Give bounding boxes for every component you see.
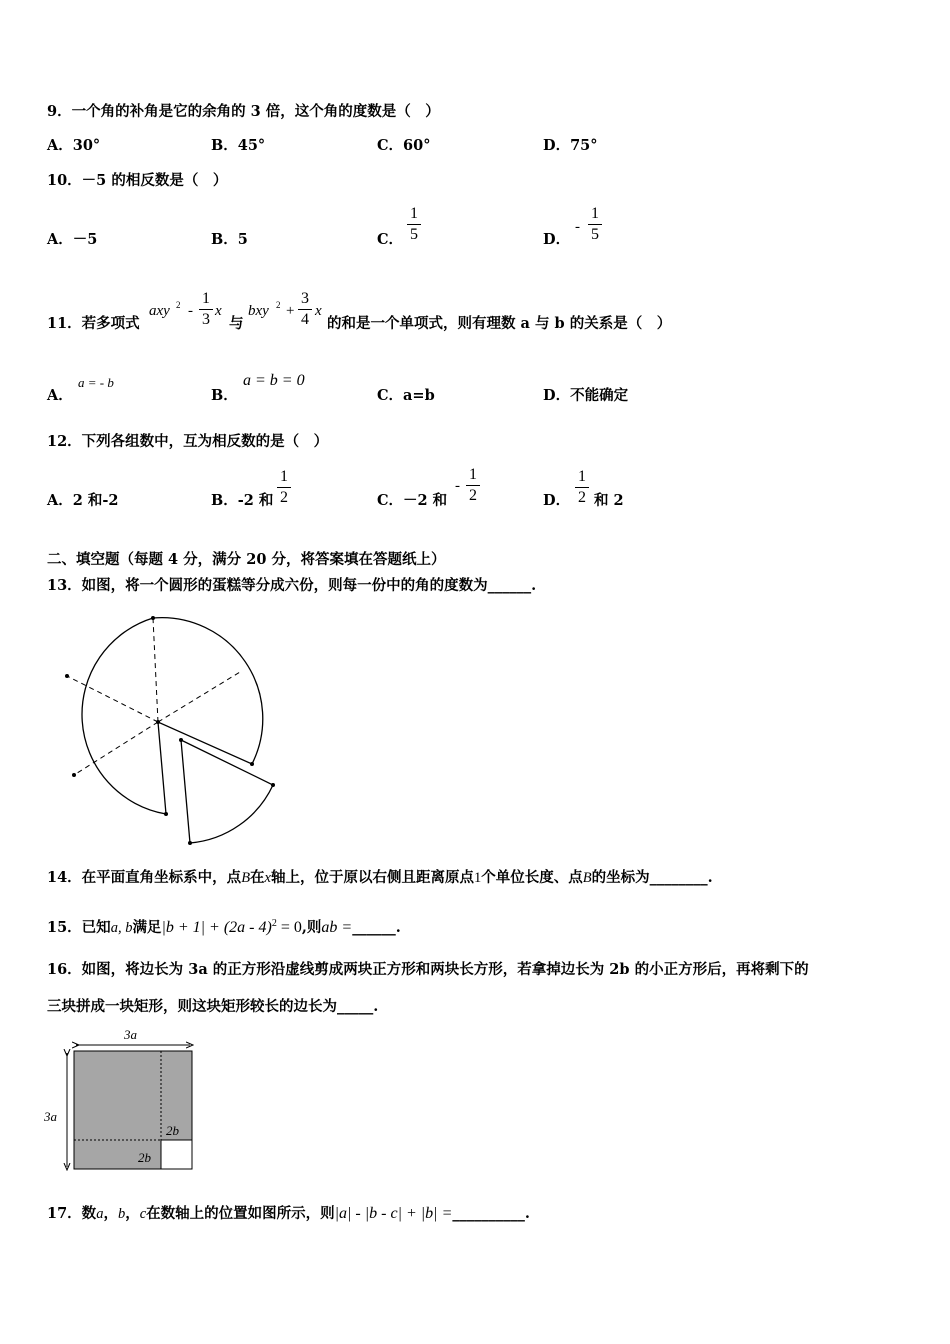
q11-option-b-math: a = b = 0 <box>243 372 305 389</box>
q11-option-b: B． <box>211 387 238 404</box>
q11-poly1-term: axy <box>149 303 170 319</box>
q10-option-d: D． <box>543 231 571 248</box>
fraction-denominator: 3 <box>202 311 210 328</box>
q16-line2: 三块拼成一块矩形，则这块矩形较长的边长为_____. <box>47 998 379 1015</box>
point-b: B <box>582 870 592 886</box>
fraction-numerator: 1 <box>280 468 288 485</box>
q12-option-c: C．－2 和 <box>377 492 448 509</box>
point-b: B <box>241 870 251 886</box>
q9-option-a: A．30° <box>47 137 101 154</box>
cut-line <box>158 672 240 722</box>
q12-option-d-post: 和 2 <box>594 492 624 509</box>
q17-part: ， <box>125 1205 140 1222</box>
q9-option-c: C．60° <box>377 137 431 154</box>
square-figure <box>42 1025 202 1175</box>
fraction-numerator: 1 <box>410 205 418 222</box>
cake-figure <box>50 612 290 852</box>
q10-option-c: C． <box>377 231 404 248</box>
vars-a-b: a, b <box>110 919 133 936</box>
q12-option-b-fraction <box>277 468 291 507</box>
q17-blank: __________. <box>452 1205 530 1222</box>
fraction-denominator: 4 <box>301 311 309 328</box>
q15-exp: 2 <box>271 918 277 929</box>
q11-poly2-plus: + <box>286 303 295 319</box>
q9-stem: 9．一个角的补角是它的余角的 3 倍，这个角的度数是（ ） <box>47 103 440 120</box>
fraction-numerator: 1 <box>469 466 477 483</box>
q17-part: 在数轴上的位置如图所示，则 <box>146 1205 335 1222</box>
q17-expression: |a| - |b - c| + |b| = <box>334 1205 453 1222</box>
q14-part: 的坐标为________. <box>591 869 713 886</box>
q11-poly1-x: x <box>215 303 222 319</box>
section2-title: 二、填空题（每题 4 分，满分 20 分，将答案填在答题纸上） <box>47 551 446 568</box>
var-c: c <box>139 1206 147 1222</box>
q15-part: 15．已知 <box>47 918 111 936</box>
cake-main-body <box>82 618 263 814</box>
q16-line1: 16．如图，将边长为 3a 的正方形沿虚线剪成两块正方形和两块长方形，若拿掉边长为 2b 的小正方形后，再将剩下的 <box>47 961 809 978</box>
cut-line <box>74 722 158 775</box>
q11-poly2-fraction <box>298 290 312 329</box>
label-2b-upper: 2b <box>166 1123 179 1138</box>
q11-poly2-x: x <box>315 303 322 319</box>
fraction-numerator: 1 <box>591 205 599 222</box>
q11-stem-end: 的和是一个单项式，则有理数 a 与 b 的关系是（ ） <box>327 315 672 332</box>
q15-equation: |b + 1| + (2a - 4) <box>161 918 272 936</box>
q14-part: 轴上，位于原以右侧且距离原点 <box>270 869 474 886</box>
fraction-denominator: 2 <box>578 489 586 506</box>
q11-option-a: A． <box>47 387 73 404</box>
q15-equation-rhs: = 0 <box>276 918 302 936</box>
q12-option-a: A．2 和-2 <box>47 492 119 509</box>
q15-part: ,则 <box>301 918 322 936</box>
q11-poly1-exp: 2 <box>176 300 181 310</box>
q15-part: 满足 <box>132 918 162 936</box>
q14-part: 个单位长度、点 <box>481 869 583 886</box>
cake-slice <box>181 740 273 843</box>
var-x: x <box>264 870 271 886</box>
var-a: a <box>96 1206 104 1222</box>
fraction-denominator: 2 <box>469 487 477 504</box>
q9-option-b: B．45° <box>211 137 266 154</box>
q11-option-d: D．不能确定 <box>543 387 629 404</box>
q11-poly1-fraction <box>199 290 213 329</box>
q10-stem: 10．－5 的相反数是（ ） <box>47 172 228 189</box>
q14-stem <box>47 868 713 888</box>
var-b: b <box>117 1206 126 1222</box>
label-top-3a: 3a <box>124 1027 137 1042</box>
q14-part: 14．在平面直角坐标系中，点 <box>47 869 242 886</box>
q11-poly2-exp: 2 <box>276 300 281 310</box>
q11-poly2-term: bxy <box>248 303 269 319</box>
q15-ab: ab = <box>321 918 353 936</box>
q11-option-c: C．a=b <box>377 387 435 404</box>
label-2b-lower: 2b <box>138 1150 151 1165</box>
q17-part: 17．数 <box>47 1205 97 1222</box>
fraction-denominator: 5 <box>591 226 599 243</box>
small-square-removed <box>161 1140 192 1169</box>
cut-line <box>67 676 158 722</box>
q12-option-b: B．-2 和 <box>211 492 274 509</box>
q12-option-c-fraction <box>466 466 480 505</box>
q12-stem: 12．下列各组数中，互为相反数的是（ ） <box>47 433 329 450</box>
fraction-numerator: 3 <box>301 290 309 307</box>
fraction-numerator: 1 <box>578 468 586 485</box>
q11-and: 与 <box>229 315 244 332</box>
q11-option-a-math: a = - b <box>78 375 114 390</box>
q17-part: ， <box>103 1205 118 1222</box>
cut-line <box>153 618 158 722</box>
q12-option-c-neg: - <box>455 478 460 494</box>
q14-part: 在 <box>250 869 265 886</box>
q10-option-a: A．－5 <box>47 231 98 248</box>
q10-option-d-fraction <box>588 205 602 244</box>
q9-option-d: D．75° <box>543 137 598 154</box>
fraction-denominator: 2 <box>280 489 288 506</box>
q12-option-d: D． <box>543 492 571 509</box>
label-left-3a: 3a <box>44 1109 57 1124</box>
q11-poly1-minus: - <box>188 303 193 319</box>
q10-option-b: B．5 <box>211 231 248 248</box>
fraction-numerator: 1 <box>202 290 210 307</box>
q13-stem: 13．如图，将一个圆形的蛋糕等分成六份，则每一份中的角的度数为______. <box>47 577 537 594</box>
q10-option-d-neg: - <box>575 219 580 235</box>
q15-stem <box>47 914 401 938</box>
fraction-denominator: 5 <box>410 226 418 243</box>
q10-option-c-fraction <box>407 205 421 244</box>
number-one: 1 <box>473 870 482 886</box>
q11-stem-start: 11．若多项式 <box>47 315 140 332</box>
q15-blank: ______. <box>352 918 401 936</box>
q12-option-d-fraction <box>575 468 589 507</box>
q17-stem <box>47 1204 530 1224</box>
